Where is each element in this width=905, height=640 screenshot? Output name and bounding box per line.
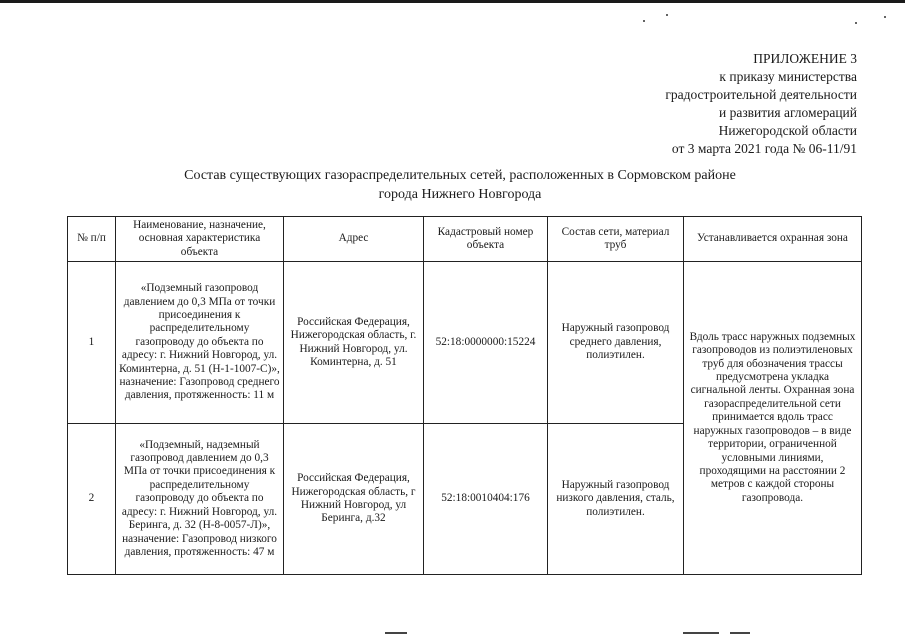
cell-num: 1 (68, 262, 116, 424)
header-name: Наименование, назначение, основная характеристика объекта (116, 217, 284, 262)
scan-speck (643, 20, 645, 22)
appendix-region-line: Нижегородской области (718, 123, 857, 138)
header-cadastral: Кадастровый номер объекта (424, 217, 548, 262)
appendix-date-line: от 3 марта 2021 года № 06-11/91 (671, 141, 857, 156)
cell-address: Российская Федерация, Нижегородская область, г. Нижний Новгород, ул. Коминтерна, д. 51 (284, 262, 424, 424)
header-address: Адрес (284, 217, 424, 262)
appendix-ministry-line: и развития агломераций (718, 105, 857, 120)
appendix-number: ПРИЛОЖЕНИЕ 3 (753, 51, 857, 66)
header-num: № п/п (68, 217, 116, 262)
gas-network-table (67, 216, 862, 575)
header-zone: Устанавливается охранная зона (684, 217, 862, 262)
appendix-order-line: к приказу министерства (719, 69, 857, 84)
title-line: Состав существующих газораспределительных сетей, расположенных в Сормовском районе (184, 168, 736, 183)
scan-footer-mark (730, 632, 750, 634)
header-composition: Состав сети, материал труб (548, 217, 684, 262)
cell-num: 2 (68, 424, 116, 575)
cell-cadastral: 52:18:0000000:15224 (424, 262, 548, 424)
scan-speck (855, 22, 857, 24)
scan-speck (884, 16, 886, 18)
table-row (68, 262, 862, 424)
cell-composition: Наружный газопровод среднего давления, полиэтилен. (548, 262, 684, 424)
scan-footer-mark (683, 632, 719, 634)
cell-composition: Наружный газопровод низкого давления, сталь, полиэтилен. (548, 424, 684, 575)
cell-name: «Подземный газопровод давлением до 0,3 МПа от точки присоединения к распределительному газопроводу до объекта по адресу: г. Нижний Новгород, ул. Коминтерна, д. 51 (Н-1-1007-С)», назначение: Газопровод среднего давления, протяженность: 11 м (116, 262, 284, 424)
scan-top-edge (0, 0, 905, 3)
cell-address: Российская Федерация, Нижегородская область, г Нижний Новгород, ул Беринга, д.32 (284, 424, 424, 575)
cell-protection-zone: Вдоль трасс наружных подземных газопроводов из полиэтиленовых труб для обозначения трассы предусмотрена укладка сигнальной ленты. Охранная зона газораспределительной сети принимается вдоль трасс наружных газопроводов – в виде территории, ограниченной условными линиями, проходящими на расстоянии 2 метров с каждой стороны газопровода. (684, 262, 862, 575)
scan-footer-mark (385, 632, 407, 634)
appendix-ministry-line: градостроительной деятельности (665, 87, 857, 102)
table-header-row (68, 217, 862, 262)
appendix-header (537, 50, 857, 158)
title-line: города Нижнего Новгорода (378, 187, 542, 202)
scan-speck (666, 14, 668, 16)
document-title (100, 166, 820, 204)
cell-cadastral: 52:18:0010404:176 (424, 424, 548, 575)
cell-name: «Подземный, надземный газопровод давлением до 0,3 МПа от точки присоединения к распределительному газопроводу до объекта по адресу: г. Нижний Новгород, ул. Беринга, д. 32 (Н-8-0057-Л)», назначение: Газопровод низкого давления, протяженность: 47 м (116, 424, 284, 575)
